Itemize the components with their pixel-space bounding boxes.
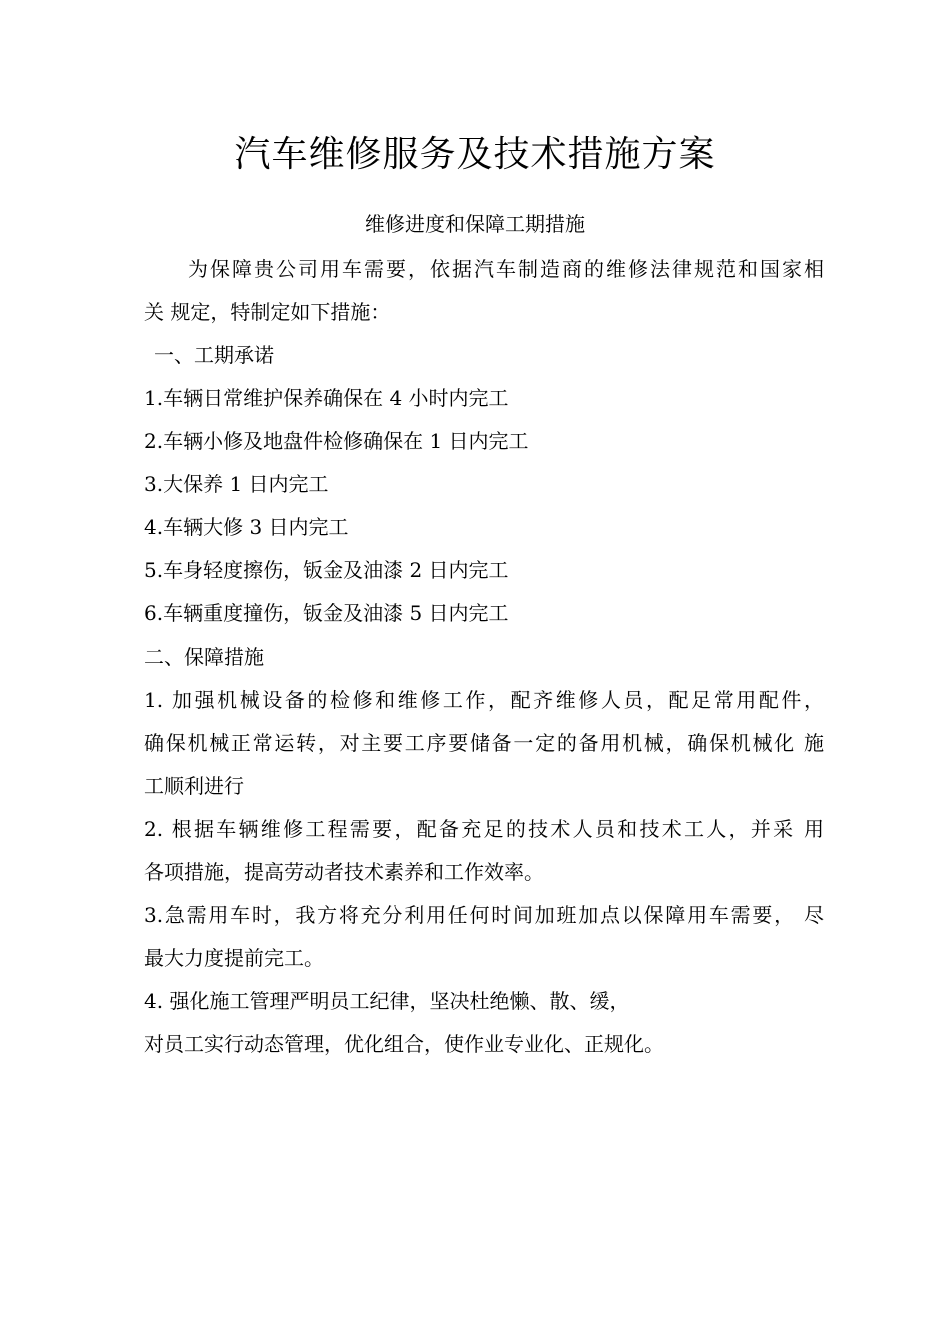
schedule-item-4: 4.车辆大修 3 日内完工 [144,515,349,539]
measure-item-1-line-3: 工顺利进行 [144,774,244,798]
measure-item-1-line-2: 确保机械正常运转，对主要工序要储备一定的备用机械，确保机械化 施 [144,731,824,755]
measure-item-2-line-2: 各项措施，提高劳动者技术素养和工作效率。 [144,860,544,884]
measure-item-4-line-1: 4. 强化施工管理严明员工纪律，坚决杜绝懒、散、缓， [144,989,630,1013]
section-heading-schedule: 一、工期承诺 [154,343,274,367]
schedule-item-3: 3.大保养 1 日内完工 [144,472,329,496]
schedule-item-1: 1.车辆日常维护保养确保在 4 小时内完工 [144,386,509,410]
schedule-item-5: 5.车身轻度擦伤，钣金及油漆 2 日内完工 [144,558,509,582]
document-subtitle: 维修进度和保障工期措施 [365,212,585,236]
measure-item-4-line-2: 对员工实行动态管理，优化组合，使作业专业化、正规化。 [144,1032,664,1056]
measure-item-1-line-1: 1. 加强机械设备的检修和维修工作，配齐维修人员，配足常用配件， [144,688,824,712]
paragraph-intro-line-2: 关 规定，特制定如下措施： [144,300,391,324]
schedule-item-6: 6.车辆重度撞伤，钣金及油漆 5 日内完工 [144,601,509,625]
paragraph-intro-line-1: 为保障贵公司用车需要，依据汽车制造商的维修法律规范和国家相 [188,257,824,281]
measure-item-3-line-1: 3.急需用车时，我方将充分利用任何时间加班加点以保障用车需要， 尽 [144,903,824,927]
schedule-item-2: 2.车辆小修及地盘件检修确保在 1 日内完工 [144,429,529,453]
document-title: 汽车维修服务及技术措施方案 [234,134,716,175]
section-heading-measures: 二、保障措施 [144,645,264,669]
measure-item-2-line-1: 2. 根据车辆维修工程需要，配备充足的技术人员和技术工人，并采 用 [144,817,824,841]
measure-item-3-line-2: 最大力度提前完工。 [144,946,324,970]
